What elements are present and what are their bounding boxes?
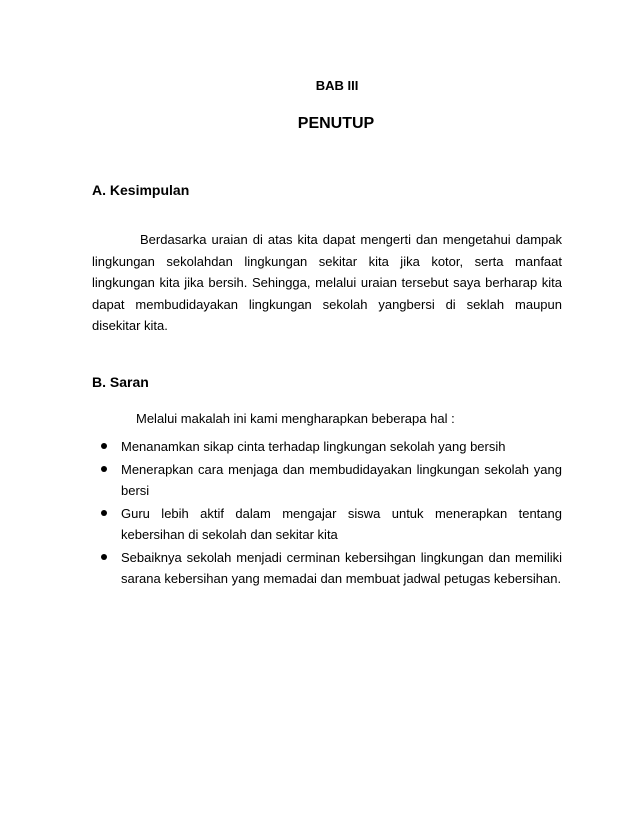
page-title: PENUTUP [297,115,375,132]
list-item [99,436,562,457]
conclusion-paragraph: Berdasarka uraian di atas kita dapat mengerti dan mengetahui dampak lingkungan sekolahdan lingkungan sekitar kita jika kotor, serta manfaat lingkungan kita jika bersih. Sehingga, melalui uraian tersebut saya berharap kita dapat membudidayakan lingkungan sekolah yangbersi di seklah maupun disekitar kita. [92,232,562,333]
bullet-icon [101,466,107,472]
list-item-text: Sebaiknya sekolah menjadi cerminan kebersihgan lingkungan dan memiliki sarana kebersihan yang memadai dan membuat jadwal petugas kebersihan. [121,550,562,586]
suggestion-list [99,436,562,591]
section-heading-saran: B. Saran [92,374,149,390]
list-item [99,459,562,501]
suggestion-intro: Melalui makalah ini kami mengharapkan beberapa hal : [136,411,455,426]
list-item [99,503,562,545]
bullet-icon [101,554,107,560]
list-item-text: Menerapkan cara menjaga dan membudidayakan lingkungan sekolah yang bersi [121,462,562,498]
section-heading-kesimpulan: A. Kesimpulan [92,182,190,198]
list-item-text: Guru lebih aktif dalam mengajar siswa untuk menerapkan tentang kebersihan di sekolah dan sekitar kita [121,506,562,542]
chapter-label: BAB III [315,78,359,93]
list-item-text: Menanamkan sikap cinta terhadap lingkungan sekolah yang bersih [121,439,506,454]
bullet-icon [101,443,107,449]
bullet-icon [101,510,107,516]
list-item [99,547,562,589]
